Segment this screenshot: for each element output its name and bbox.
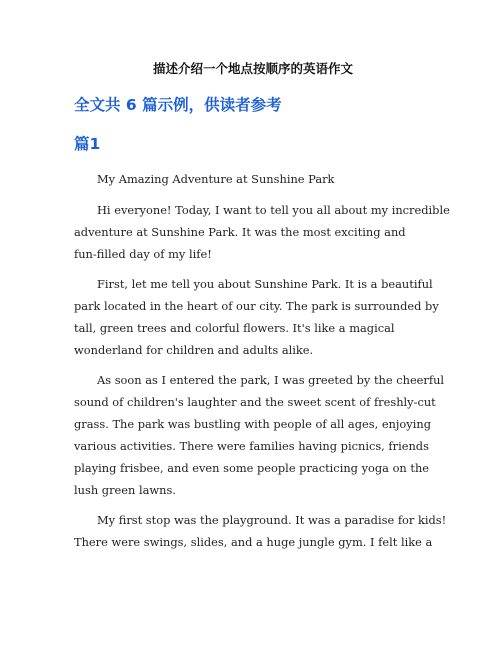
paragraph-line: adventure at Sunshine Park. It was the most exciting and (74, 225, 406, 239)
paragraph-line: wonderland for children and adults alike. (74, 343, 314, 357)
paragraph-playground (74, 509, 447, 553)
paragraph-line: As soon as I entered the park, I was greeted by the cheerful (97, 373, 445, 387)
paragraph-line: Hi everyone! Today, I want to tell you all about my incredible (97, 203, 450, 217)
paragraph-line: My first stop was the playground. It was a paradise for kids! (97, 513, 447, 527)
paragraph-line: grass. The park was bustling with people of all ages, enjoying (74, 417, 431, 431)
essay-title: My Amazing Adventure at Sunshine Park (97, 172, 335, 186)
paragraph-line: playing frisbee, and even some people practicing yoga on the (74, 461, 430, 475)
paragraph-line: There were swings, slides, and a huge jungle gym. I felt like a (74, 535, 433, 549)
paragraph-entering-park (74, 369, 445, 501)
section-heading: 篇1 (74, 135, 101, 153)
paragraph-line: tall, green trees and colorful flowers. It's like a magical (74, 321, 395, 335)
document-title: 描述介绍一个地点按顺序的英语作文 (152, 61, 353, 76)
document-subtitle: 全文共 6 篇示例，供读者参考 (74, 96, 282, 114)
paragraph-intro (74, 199, 450, 265)
paragraph-line: First, let me tell you about Sunshine Park. It is a beautiful (97, 277, 433, 291)
paragraph-line: park located in the heart of our city. The park is surrounded by (74, 299, 439, 313)
paragraph-line: lush green lawns. (74, 483, 176, 497)
paragraph-line: various activities. There were families having picnics, friends (74, 439, 429, 453)
paragraph-line: fun-filled day of my life! (74, 247, 212, 261)
paragraph-line: sound of children's laughter and the sweet scent of freshly-cut (74, 395, 436, 409)
paragraph-park-description (74, 273, 439, 361)
